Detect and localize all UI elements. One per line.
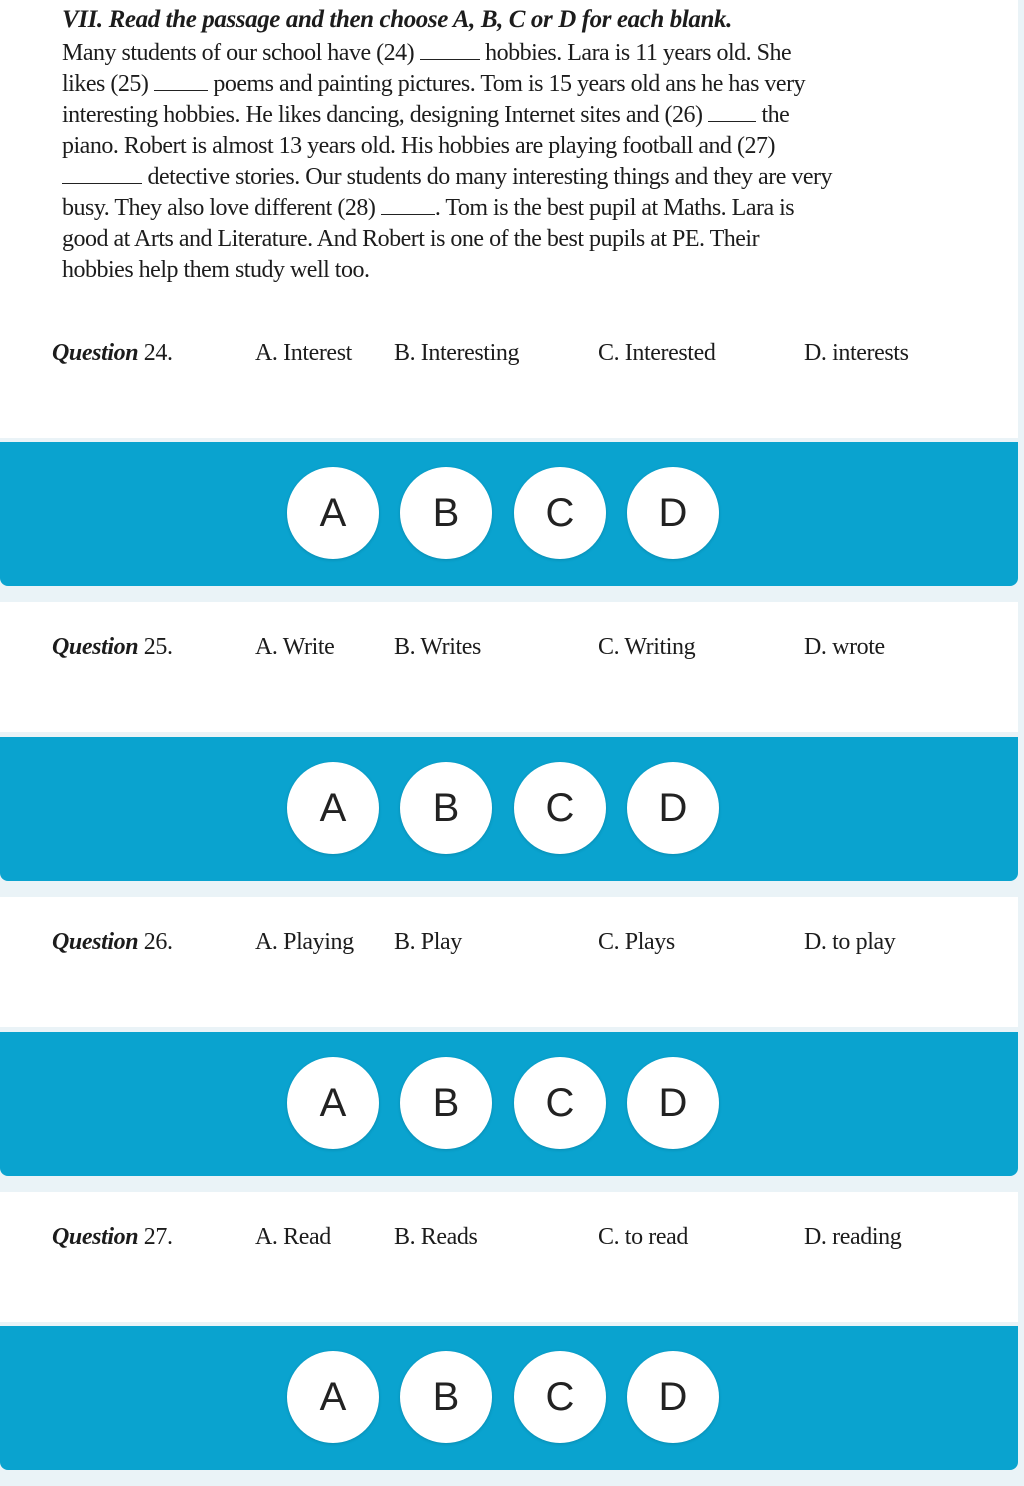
- option-a: A. Interest: [255, 340, 352, 366]
- passage-line: [62, 224, 962, 255]
- answer-d-button[interactable]: D: [627, 1351, 719, 1443]
- passage-fragment: good at Arts and Literature. And Robert is one of the best pupils at PE. Their: [62, 226, 760, 252]
- passage-fragment: likes (25): [62, 71, 149, 97]
- blank-24: [420, 39, 480, 60]
- question-number: 24.: [143, 340, 173, 366]
- answer-c-button[interactable]: C: [514, 762, 606, 854]
- blank-26: [708, 101, 756, 122]
- answer-b-button[interactable]: B: [400, 467, 492, 559]
- question-word: Question: [52, 340, 139, 366]
- option-d: D. interests: [804, 340, 909, 366]
- blank-28: [381, 194, 435, 215]
- option-d: D. to play: [804, 929, 896, 955]
- question-label: [52, 634, 173, 661]
- question-label: [52, 340, 173, 367]
- option-b: B. Reads: [394, 1224, 478, 1250]
- answer-a-button[interactable]: A: [287, 467, 379, 559]
- option-b: B. Play: [394, 929, 462, 955]
- passage-line: [62, 38, 962, 69]
- option-c: C. Interested: [598, 340, 716, 366]
- question-number: 27.: [143, 1224, 173, 1250]
- option-c: C. Writing: [598, 634, 696, 660]
- answer-d-button[interactable]: D: [627, 1057, 719, 1149]
- question-label: [52, 929, 173, 956]
- answer-d-button[interactable]: D: [627, 762, 719, 854]
- passage-fragment: Many students of our school have (24): [62, 40, 415, 66]
- blank-25: [154, 70, 208, 91]
- answer-a-button[interactable]: A: [287, 762, 379, 854]
- passage-fragment: interesting hobbies. He likes dancing, designing Internet sites and (26): [62, 102, 703, 128]
- passage-fragment: poems and painting pictures. Tom is 15 years old ans he has very: [213, 71, 806, 97]
- passage-line: [62, 69, 962, 100]
- passage-fragment: hobbies help them study well too.: [62, 257, 370, 283]
- blank-27: [62, 163, 142, 184]
- answer-b-button[interactable]: B: [400, 1057, 492, 1149]
- answer-d-button[interactable]: D: [627, 467, 719, 559]
- option-c: C. to read: [598, 1224, 688, 1250]
- answer-c-button[interactable]: C: [514, 1351, 606, 1443]
- passage-text: [62, 38, 962, 286]
- answer-c-button[interactable]: C: [514, 467, 606, 559]
- answer-band-26: [0, 1032, 1018, 1176]
- passage-line: [62, 131, 962, 162]
- passage-line: [62, 100, 962, 131]
- question-word: Question: [52, 634, 139, 660]
- option-c: C. Plays: [598, 929, 675, 955]
- passage-fragment: detective stories. Our students do many interesting things and they are very: [147, 164, 832, 190]
- question-card-25: [0, 602, 1018, 732]
- answer-a-button[interactable]: A: [287, 1351, 379, 1443]
- exercise-heading: VII. Read the passage and then choose A, B, C or D for each blank.: [62, 6, 732, 33]
- question-word: Question: [52, 929, 139, 955]
- option-d: D. reading: [804, 1224, 902, 1250]
- option-a: A. Read: [255, 1224, 331, 1250]
- passage-card: [0, 0, 1018, 438]
- passage-line: [62, 162, 962, 193]
- option-d: D. wrote: [804, 634, 885, 660]
- passage-fragment: hobbies. Lara is 11 years old. She: [485, 40, 792, 66]
- passage-fragment: the: [761, 102, 790, 128]
- answer-band-24: [0, 442, 1018, 586]
- question-card-27: [0, 1192, 1018, 1322]
- passage-line: [62, 193, 962, 224]
- question-card-26: [0, 897, 1018, 1027]
- option-a: A. Playing: [255, 929, 354, 955]
- option-b: B. Writes: [394, 634, 481, 660]
- question-label: [52, 1224, 173, 1251]
- question-number: 26.: [143, 929, 173, 955]
- option-a: A. Write: [255, 634, 335, 660]
- passage-fragment: piano. Robert is almost 13 years old. His hobbies are playing football and (27): [62, 133, 776, 159]
- answer-band-27: [0, 1326, 1018, 1470]
- option-b: B. Interesting: [394, 340, 520, 366]
- passage-fragment: . Tom is the best pupil at Maths. Lara is: [434, 195, 795, 221]
- answer-b-button[interactable]: B: [400, 1351, 492, 1443]
- question-word: Question: [52, 1224, 139, 1250]
- answer-a-button[interactable]: A: [287, 1057, 379, 1149]
- answer-band-25: [0, 737, 1018, 881]
- passage-fragment: busy. They also love different (28): [62, 195, 376, 221]
- answer-b-button[interactable]: B: [400, 762, 492, 854]
- passage-line: [62, 255, 962, 286]
- question-number: 25.: [143, 634, 173, 660]
- answer-c-button[interactable]: C: [514, 1057, 606, 1149]
